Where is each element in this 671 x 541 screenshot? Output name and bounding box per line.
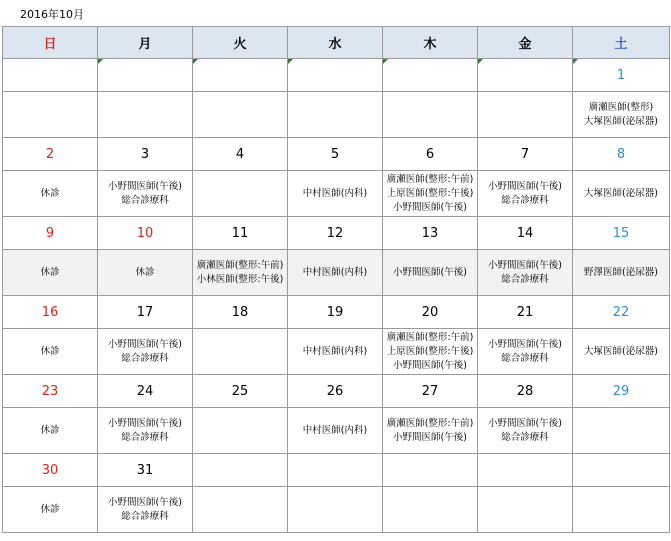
- schedule-cell: [3, 329, 98, 375]
- date-number: 28: [516, 383, 534, 399]
- doctor-schedule-line: 大塚医師(泌尿器): [584, 345, 658, 357]
- schedule-cell: [478, 92, 573, 138]
- date-cell: [3, 375, 98, 408]
- date-cell: [288, 296, 383, 329]
- date-number: 29: [612, 383, 630, 399]
- doctor-schedule-line: 中村医師(内科): [302, 345, 368, 357]
- week-date-row: [3, 454, 670, 487]
- date-cell: [573, 375, 670, 408]
- date-number: 16: [41, 304, 59, 320]
- date-cell: [98, 138, 193, 171]
- schedule-cell: [98, 329, 193, 375]
- weekday-monday: 月: [98, 27, 193, 59]
- schedule-cell: [288, 329, 383, 375]
- schedule-cell: [288, 92, 383, 138]
- schedule-cell: [383, 92, 478, 138]
- doctor-schedule-line: 上原医師(整形:午後): [386, 345, 474, 357]
- date-cell: [478, 217, 573, 250]
- date-number: 22: [612, 304, 630, 320]
- doctor-schedule-line: 廣瀬医師(整形:午前): [386, 331, 474, 343]
- weekday-friday: 金: [478, 27, 573, 59]
- date-number: 15: [612, 225, 630, 241]
- doctor-schedule-line: 総合診療科: [501, 352, 549, 364]
- doctor-schedule-line: 休診: [40, 187, 60, 199]
- date-cell: [573, 138, 670, 171]
- schedule-cell: [573, 250, 670, 296]
- schedule-cell: [288, 487, 383, 533]
- schedule-cell: [573, 487, 670, 533]
- date-cell: [383, 296, 478, 329]
- schedule-cell: [573, 92, 670, 138]
- calendar-title: 2016年10月: [20, 8, 84, 21]
- schedule-cell: [98, 92, 193, 138]
- doctor-schedule-line: 総合診療科: [121, 194, 169, 206]
- weekday-thursday: 木: [383, 27, 478, 59]
- schedule-cell: [383, 171, 478, 217]
- weekday-sunday: 日: [3, 27, 98, 59]
- schedule-cell: [3, 92, 98, 138]
- week-info-row: [3, 408, 670, 454]
- schedule-cell: [3, 487, 98, 533]
- date-number: 19: [326, 304, 344, 320]
- schedule-cell: [98, 171, 193, 217]
- schedule-cell: [98, 250, 193, 296]
- comment-marker-icon: [98, 59, 103, 64]
- doctor-schedule-line: 小林医師(整形:午後): [196, 273, 284, 285]
- date-cell: [573, 59, 670, 92]
- doctor-schedule-line: 廣瀬医師(整形:午前): [386, 417, 474, 429]
- date-cell: [98, 375, 193, 408]
- schedule-cell: [98, 487, 193, 533]
- date-number: 14: [516, 225, 534, 241]
- date-number: 10: [136, 225, 154, 241]
- schedule-cell: [478, 487, 573, 533]
- date-cell: [478, 296, 573, 329]
- doctor-schedule-line: 中村医師(内科): [302, 187, 368, 199]
- schedule-cell: [288, 408, 383, 454]
- date-number: 27: [421, 383, 439, 399]
- date-cell: [193, 296, 288, 329]
- doctor-schedule-line: 小野間医師(午後): [393, 266, 467, 278]
- date-number: 26: [326, 383, 344, 399]
- date-number: 11: [231, 225, 249, 241]
- doctor-schedule-line: 総合診療科: [121, 510, 169, 522]
- calendar-table: [2, 26, 670, 533]
- date-cell: [478, 138, 573, 171]
- schedule-cell: [478, 329, 573, 375]
- date-number: 5: [330, 146, 340, 162]
- date-cell: [3, 296, 98, 329]
- comment-marker-icon: [478, 59, 483, 64]
- week-date-row: [3, 138, 670, 171]
- doctor-schedule-line: 大塚医師(泌尿器): [584, 187, 658, 199]
- date-number: 2: [45, 146, 55, 162]
- doctor-schedule-line: 総合診療科: [121, 431, 169, 443]
- weekday-tuesday: 火: [193, 27, 288, 59]
- date-number: 12: [326, 225, 344, 241]
- schedule-cell: [3, 171, 98, 217]
- date-cell: [98, 454, 193, 487]
- doctor-schedule-line: 総合診療科: [501, 431, 549, 443]
- schedule-cell: [193, 329, 288, 375]
- doctor-schedule-line: 中村医師(内科): [302, 266, 368, 278]
- schedule-cell: [3, 250, 98, 296]
- date-cell: [288, 375, 383, 408]
- comment-marker-icon: [288, 59, 293, 64]
- date-cell: [478, 454, 573, 487]
- date-cell: [98, 296, 193, 329]
- date-cell: [193, 217, 288, 250]
- date-number: 30: [41, 462, 59, 478]
- date-cell: [383, 454, 478, 487]
- date-cell: [193, 375, 288, 408]
- schedule-cell: [193, 408, 288, 454]
- doctor-schedule-line: 大塚医師(泌尿器): [584, 115, 658, 127]
- date-number: 4: [235, 146, 245, 162]
- doctor-schedule-line: 小野間医師(午後): [393, 201, 467, 213]
- schedule-cell: [383, 329, 478, 375]
- doctor-schedule-line: 廣瀬医師(整形:午前): [196, 259, 284, 271]
- doctor-schedule-line: 休診: [135, 266, 155, 278]
- date-cell: [193, 454, 288, 487]
- doctor-schedule-line: 廣瀬医師(整形): [588, 101, 654, 113]
- date-cell: [3, 59, 98, 92]
- doctor-schedule-line: 小野間医師(午後): [393, 431, 467, 443]
- date-cell: [288, 138, 383, 171]
- schedule-cell: [573, 171, 670, 217]
- date-cell: [383, 59, 478, 92]
- doctor-schedule-line: 小野間医師(午後): [488, 180, 562, 192]
- doctor-schedule-line: 小野間医師(午後): [488, 417, 562, 429]
- doctor-schedule-line: 小野間医師(午後): [108, 180, 182, 192]
- doctor-schedule-line: 小野間医師(午後): [108, 338, 182, 350]
- doctor-schedule-line: 休診: [40, 266, 60, 278]
- week-date-row: [3, 217, 670, 250]
- doctor-schedule-line: 休診: [40, 424, 60, 436]
- date-number: 1: [616, 67, 626, 83]
- week-info-row: [3, 329, 670, 375]
- schedule-cell: [193, 487, 288, 533]
- date-cell: [3, 138, 98, 171]
- doctor-schedule-line: 廣瀬医師(整形:午前): [386, 173, 474, 185]
- doctor-schedule-line: 上原医師(整形:午後): [386, 187, 474, 199]
- date-number: 13: [421, 225, 439, 241]
- doctor-schedule-line: 総合診療科: [121, 352, 169, 364]
- date-cell: [288, 454, 383, 487]
- date-cell: [478, 375, 573, 408]
- schedule-cell: [193, 171, 288, 217]
- date-number: 20: [421, 304, 439, 320]
- date-cell: [3, 217, 98, 250]
- date-cell: [3, 454, 98, 487]
- date-number: 23: [41, 383, 59, 399]
- doctor-schedule-line: 総合診療科: [501, 194, 549, 206]
- week-date-row: [3, 59, 670, 92]
- date-number: 18: [231, 304, 249, 320]
- date-number: 31: [136, 462, 154, 478]
- schedule-cell: [193, 92, 288, 138]
- date-number: 6: [425, 146, 435, 162]
- schedule-cell: [288, 171, 383, 217]
- date-number: 3: [140, 146, 150, 162]
- weekday-header-row: [3, 27, 670, 59]
- schedule-cell: [383, 250, 478, 296]
- week-info-row: [3, 171, 670, 217]
- week-date-row: [3, 375, 670, 408]
- doctor-schedule-line: 野澤医師(泌尿器): [584, 266, 658, 278]
- date-cell: [573, 454, 670, 487]
- schedule-cell: [3, 408, 98, 454]
- date-number: 21: [516, 304, 534, 320]
- schedule-cell: [383, 408, 478, 454]
- week-info-row: [3, 487, 670, 533]
- doctor-schedule-line: 総合診療科: [501, 273, 549, 285]
- schedule-cell: [193, 250, 288, 296]
- schedule-cell: [98, 408, 193, 454]
- date-cell: [193, 59, 288, 92]
- doctor-schedule-line: 小野間医師(午後): [108, 496, 182, 508]
- weekday-saturday: 土: [573, 27, 670, 59]
- date-cell: [573, 296, 670, 329]
- date-number: 24: [136, 383, 154, 399]
- date-cell: [383, 138, 478, 171]
- schedule-cell: [478, 250, 573, 296]
- schedule-cell: [383, 487, 478, 533]
- doctor-schedule-line: 小野間医師(午後): [108, 417, 182, 429]
- date-cell: [193, 138, 288, 171]
- weekday-wednesday: 水: [288, 27, 383, 59]
- date-number: 7: [520, 146, 530, 162]
- date-number: 8: [616, 146, 626, 162]
- doctor-schedule-line: 小野間医師(午後): [488, 259, 562, 271]
- schedule-cell: [478, 408, 573, 454]
- date-cell: [98, 217, 193, 250]
- schedule-cell: [573, 329, 670, 375]
- date-cell: [98, 59, 193, 92]
- date-cell: [383, 217, 478, 250]
- date-cell: [478, 59, 573, 92]
- doctor-schedule-line: 中村医師(内科): [302, 424, 368, 436]
- doctor-schedule-line: 休診: [40, 345, 60, 357]
- date-cell: [573, 217, 670, 250]
- date-number: 25: [231, 383, 249, 399]
- date-number: 17: [136, 304, 154, 320]
- date-cell: [288, 217, 383, 250]
- doctor-schedule-line: 小野間医師(午後): [488, 338, 562, 350]
- week-info-row: [3, 250, 670, 296]
- comment-marker-icon: [383, 59, 388, 64]
- comment-marker-icon: [193, 59, 198, 64]
- doctor-schedule-line: 小野間医師(午後): [393, 359, 467, 371]
- comment-marker-icon: [573, 59, 578, 64]
- date-number: 9: [45, 225, 55, 241]
- schedule-cell: [573, 408, 670, 454]
- date-cell: [288, 59, 383, 92]
- week-date-row: [3, 296, 670, 329]
- schedule-cell: [288, 250, 383, 296]
- week-info-row: [3, 92, 670, 138]
- doctor-schedule-line: 休診: [40, 503, 60, 515]
- date-cell: [383, 375, 478, 408]
- schedule-cell: [478, 171, 573, 217]
